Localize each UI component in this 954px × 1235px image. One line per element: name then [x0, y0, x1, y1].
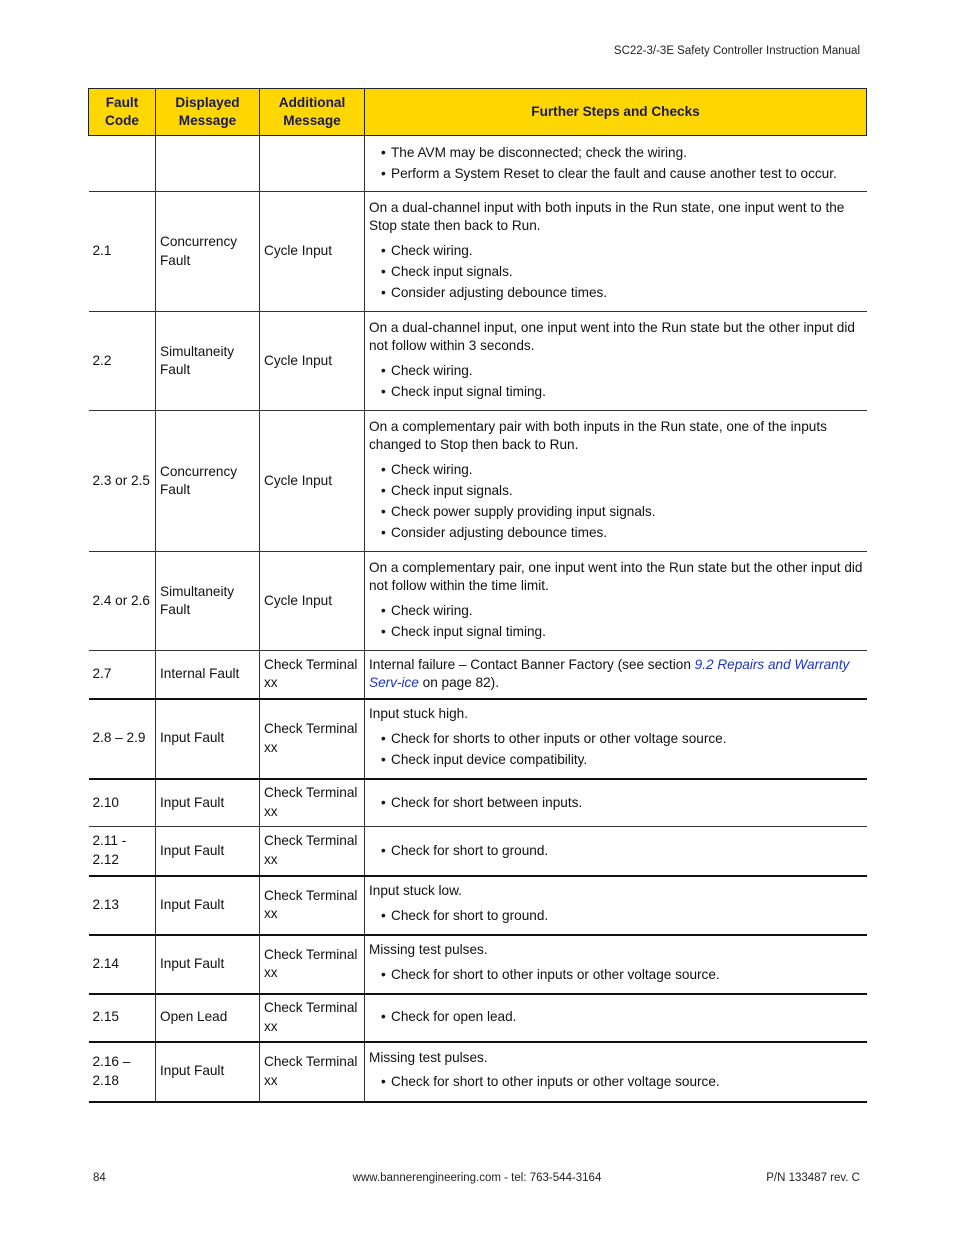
- check-item: • The AVM may be disconnected; check the wiring.: [379, 144, 863, 163]
- fault-code-table: [88, 88, 867, 1103]
- check-item: • Check wiring.: [379, 362, 863, 381]
- further-steps-cell: [365, 312, 867, 411]
- table-row: [89, 827, 867, 876]
- additional-message-cell: Cycle Input: [260, 192, 365, 312]
- additional-message-cell: Check Terminal xx: [260, 779, 365, 827]
- displayed-message-cell: Open Lead: [156, 994, 260, 1042]
- additional-message-cell: Check Terminal xx: [260, 1042, 365, 1102]
- footer-contact: www.bannerengineering.com - tel: 763-544-3164: [352, 1172, 602, 1184]
- table-row: [89, 136, 867, 192]
- further-steps-cell: [365, 779, 867, 827]
- steps-intro: On a complementary pair with both inputs in the Run state, one of the inputs changed to Stop then back to Run.: [369, 418, 827, 452]
- checks-list: [369, 602, 863, 642]
- table-row: [89, 935, 867, 994]
- displayed-message-cell: Simultaneity Fault: [156, 552, 260, 651]
- repairs-warranty-link[interactable]: 9.2 Repairs and Warranty Serv-ice: [369, 656, 850, 691]
- table-row: [89, 651, 867, 699]
- further-steps-cell: [365, 876, 867, 935]
- fault-code-cell: [89, 136, 156, 192]
- further-steps-cell: [365, 994, 867, 1042]
- fault-code-cell: 2.14: [89, 935, 156, 994]
- checks-list: [369, 1073, 863, 1092]
- additional-message-cell: Check Terminal xx: [260, 994, 365, 1042]
- column-header-further-steps: Further Steps and Checks: [365, 89, 867, 136]
- steps-intro: On a dual-channel input, one input went into the Run state but the other input did not follow within 3 seconds.: [369, 319, 855, 353]
- check-item: • Check input signal timing.: [379, 623, 863, 642]
- steps-intro: Input stuck high.: [369, 706, 468, 722]
- check-item: • Check for open lead.: [379, 1008, 863, 1027]
- table-row: [89, 192, 867, 312]
- check-item: • Check power supply providing input signals.: [379, 503, 863, 522]
- additional-message-cell: Check Terminal xx: [260, 935, 365, 994]
- fault-code-cell: 2.1: [89, 192, 156, 312]
- checks-list: [369, 242, 863, 303]
- check-item: • Check wiring.: [379, 461, 863, 480]
- fault-code-cell: 2.13: [89, 876, 156, 935]
- check-item: • Consider adjusting debounce times.: [379, 524, 863, 543]
- fault-code-cell: 2.8 – 2.9: [89, 699, 156, 779]
- check-item: • Check input signals.: [379, 482, 863, 501]
- page-number: 84: [93, 1172, 106, 1184]
- steps-intro: Internal failure – Contact Banner Factory (see section 9.2 Repairs and Warranty Serv-ice on page 82).: [369, 656, 850, 691]
- displayed-message-cell: Input Fault: [156, 779, 260, 827]
- check-item: • Check wiring.: [379, 602, 863, 621]
- displayed-message-cell: Input Fault: [156, 876, 260, 935]
- displayed-message-cell: Simultaneity Fault: [156, 312, 260, 411]
- check-item: • Perform a System Reset to clear the fault and cause another test to occur.: [379, 165, 863, 184]
- table-row: [89, 552, 867, 651]
- further-steps-cell: [365, 1042, 867, 1102]
- check-item: • Check input signal timing.: [379, 383, 863, 402]
- column-header-displayed-message: Displayed Message: [156, 89, 260, 136]
- checks-list: [369, 966, 863, 985]
- check-item: • Check input device compatibility.: [379, 751, 863, 770]
- checks-list: [369, 461, 863, 543]
- part-number: P/N 133487 rev. C: [766, 1172, 860, 1184]
- table-row: [89, 779, 867, 827]
- table-row: [89, 411, 867, 552]
- displayed-message-cell: [156, 136, 260, 192]
- check-item: • Check for short to ground.: [379, 907, 863, 926]
- steps-intro: On a dual-channel input with both inputs in the Run state, one input went to the Stop state then back to Run.: [369, 199, 845, 233]
- steps-intro: Input stuck low.: [369, 883, 462, 899]
- additional-message-cell: Check Terminal xx: [260, 651, 365, 699]
- fault-code-cell: 2.7: [89, 651, 156, 699]
- fault-code-cell: 2.16 – 2.18: [89, 1042, 156, 1102]
- additional-message-cell: Check Terminal xx: [260, 827, 365, 876]
- check-item: • Consider adjusting debounce times.: [379, 284, 863, 303]
- check-item: • Check for short to other inputs or other voltage source.: [379, 1073, 863, 1092]
- table-header-row: [89, 89, 867, 136]
- displayed-message-cell: Input Fault: [156, 699, 260, 779]
- displayed-message-cell: Input Fault: [156, 827, 260, 876]
- fault-code-cell: 2.2: [89, 312, 156, 411]
- further-steps-cell: [365, 651, 867, 699]
- checks-list: [369, 362, 863, 402]
- steps-intro: Missing test pulses.: [369, 1049, 488, 1065]
- table-row: [89, 699, 867, 779]
- check-item: • Check for short to other inputs or other voltage source.: [379, 966, 863, 985]
- checks-list: [369, 842, 863, 861]
- running-header: SC22-3/-3E Safety Controller Instruction Manual: [613, 45, 860, 57]
- check-item: • Check wiring.: [379, 242, 863, 261]
- further-steps-cell: [365, 935, 867, 994]
- column-header-additional-message: Additional Message: [260, 89, 365, 136]
- further-steps-cell: [365, 699, 867, 779]
- check-item: • Check for shorts to other inputs or other voltage source.: [379, 730, 863, 749]
- check-item: • Check for short between inputs.: [379, 794, 863, 813]
- further-steps-cell: [365, 552, 867, 651]
- table-row: [89, 1042, 867, 1102]
- check-item: • Check input signals.: [379, 263, 863, 282]
- fault-code-cell: 2.11 - 2.12: [89, 827, 156, 876]
- additional-message-cell: Cycle Input: [260, 411, 365, 552]
- checks-list: [369, 1008, 863, 1027]
- additional-message-cell: Check Terminal xx: [260, 876, 365, 935]
- additional-message-cell: Cycle Input: [260, 552, 365, 651]
- checks-list: [369, 730, 863, 770]
- further-steps-cell: [365, 192, 867, 312]
- check-item: • Check for short to ground.: [379, 842, 863, 861]
- displayed-message-cell: Internal Fault: [156, 651, 260, 699]
- displayed-message-cell: Concurrency Fault: [156, 192, 260, 312]
- steps-intro: Missing test pulses.: [369, 942, 488, 958]
- further-steps-cell: [365, 827, 867, 876]
- checks-list: [369, 144, 863, 184]
- displayed-message-cell: Input Fault: [156, 1042, 260, 1102]
- checks-list: [369, 794, 863, 813]
- column-header-fault-code: Fault Code: [89, 89, 156, 136]
- further-steps-cell: [365, 136, 867, 192]
- fault-code-cell: 2.4 or 2.6: [89, 552, 156, 651]
- checks-list: [369, 907, 863, 926]
- fault-code-cell: 2.15: [89, 994, 156, 1042]
- table-row: [89, 312, 867, 411]
- table-row: [89, 876, 867, 935]
- fault-code-cell: 2.3 or 2.5: [89, 411, 156, 552]
- table-row: [89, 994, 867, 1042]
- displayed-message-cell: Input Fault: [156, 935, 260, 994]
- fault-code-cell: 2.10: [89, 779, 156, 827]
- further-steps-cell: [365, 411, 867, 552]
- additional-message-cell: Check Terminal xx: [260, 699, 365, 779]
- additional-message-cell: [260, 136, 365, 192]
- additional-message-cell: Cycle Input: [260, 312, 365, 411]
- displayed-message-cell: Concurrency Fault: [156, 411, 260, 552]
- steps-intro: On a complementary pair, one input went into the Run state but the other input did not follow within the time limit.: [369, 559, 863, 593]
